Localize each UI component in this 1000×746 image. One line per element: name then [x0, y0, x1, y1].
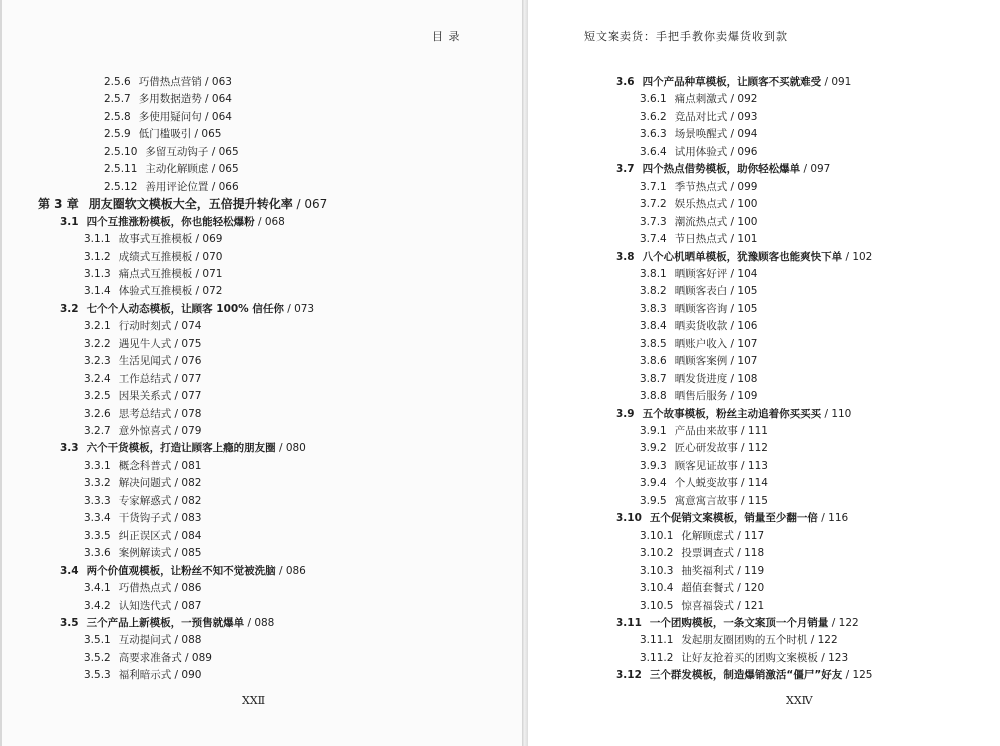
toc-entry-title: 惊喜福袋式: [681, 599, 734, 612]
toc-entry-title: 六个干货模板，打造让顾客上瘾的朋友圈: [86, 442, 276, 455]
running-head-left: 目 录: [432, 30, 461, 43]
toc-entry-title: 化解顾虑式: [681, 529, 734, 542]
toc-entry-number: 3.3.1: [84, 459, 111, 472]
toc-entry-title: 晒顾客案例: [674, 355, 728, 368]
toc-subsection-entry: [84, 598, 201, 614]
toc-entry-title: 八个心机晒单模板，犹豫顾客也能爽快下单: [642, 250, 843, 263]
toc-subsection-entry: [640, 423, 768, 439]
toc-entry-number: 3.2.6: [84, 407, 111, 420]
toc-entry-number: 3.1.4: [84, 285, 111, 298]
toc-entry-number: 3.10.1: [640, 529, 674, 542]
toc-entry-title: 成绩式互推模板: [118, 250, 193, 263]
toc-entry-number: 3.9.5: [640, 494, 667, 507]
toc-entry-number: 3.3.4: [84, 512, 111, 525]
toc-entry-number: 3.11.2: [640, 651, 674, 664]
toc-entry-page: / 082: [171, 494, 202, 507]
toc-entry-title: 痛点式互推模板: [118, 267, 193, 280]
toc-subsection-entry: [84, 580, 201, 596]
toc-subsection-entry: [84, 423, 201, 439]
toc-entry-page: / 076: [171, 355, 202, 368]
toc-entry-page: / 077: [171, 372, 202, 385]
toc-entry-number: 3.9.3: [640, 459, 667, 472]
toc-entry-title: 工作总结式: [118, 372, 172, 385]
toc-entry-number: 3.2.1: [84, 320, 111, 333]
toc-entry-title: 节日热点式: [674, 233, 728, 246]
toc-subsection-entry: [640, 371, 757, 387]
toc-subsection-entry: [84, 336, 201, 352]
toc-subsection-entry: [104, 91, 232, 107]
toc-section-entry: [616, 667, 873, 683]
toc-entry-title: 五个促销文案模板，销量至少翻一倍: [649, 512, 818, 525]
toc-subsection-entry: [640, 388, 757, 404]
toc-entry-number: 3.1: [60, 215, 79, 228]
toc-entry-page: / 105: [727, 302, 758, 315]
toc-entry-page: / 106: [727, 320, 758, 333]
toc-entry-number: 2.5.12: [104, 180, 138, 193]
toc-entry-title: 干货钩子式: [118, 512, 172, 525]
toc-entry-page: / 065: [208, 145, 239, 158]
toc-entry-page: / 119: [733, 564, 765, 577]
toc-subsection-entry: [640, 632, 838, 648]
toc-entry-number: 3.6.2: [640, 110, 667, 123]
toc-entry-page: / 107: [727, 337, 758, 350]
toc-entry-number: 3.1.2: [84, 250, 111, 263]
toc-entry-page: / 078: [171, 407, 202, 420]
toc-entry-title: 朋友圈软文模板大全，五倍提升转化率: [88, 197, 293, 212]
toc-entry-title: 痛点刺激式: [674, 93, 728, 106]
toc-subsection-entry: [640, 440, 768, 456]
toc-section-entry: [616, 510, 848, 526]
toc-subsection-entry: [104, 161, 239, 177]
toc-subsection-entry: [640, 144, 757, 160]
toc-entry-page: / 107: [727, 355, 758, 368]
toc-entry-number: 3.7.3: [640, 215, 667, 228]
toc-subsection-entry: [84, 458, 201, 474]
toc-entry-page: / 121: [733, 599, 765, 612]
toc-subsection-entry: [84, 371, 201, 387]
toc-entry-page: / 090: [171, 669, 202, 682]
toc-subsection-entry: [640, 650, 848, 666]
toc-entry-page: / 112: [737, 442, 768, 455]
toc-subsection-entry: [640, 598, 764, 614]
toc-entry-number: 3.6.3: [640, 128, 667, 141]
toc-subsection-entry: [84, 249, 222, 265]
toc-subsection-entry: [640, 545, 764, 561]
toc-subsection-entry: [104, 179, 239, 195]
toc-entry-page: / 097: [800, 163, 831, 176]
toc-entry-page: / 071: [192, 267, 223, 280]
toc-entry-page: / 088: [171, 634, 202, 647]
toc-section-entry: [60, 563, 306, 579]
toc-entry-page: / 075: [171, 337, 202, 350]
toc-entry-number: 3.10.2: [640, 547, 674, 560]
toc-entry-page: / 088: [244, 616, 275, 629]
toc-entry-number: 2.5.11: [104, 163, 138, 176]
toc-entry-title: 个人蜕变故事: [674, 477, 738, 490]
toc-entry-number: 3.3.5: [84, 529, 111, 542]
toc-entry-page: / 105: [727, 285, 758, 298]
toc-entry-title: 纠正误区式: [118, 529, 172, 542]
toc-entry-title: 多使用疑问句: [138, 110, 202, 123]
toc-entry-number: 3.8.4: [640, 320, 667, 333]
toc-subsection-entry: [640, 126, 757, 142]
toc-entry-page: / 064: [201, 110, 232, 123]
toc-entry-page: / 099: [727, 180, 758, 193]
toc-subsection-entry: [640, 266, 757, 282]
toc-entry-title: 故事式互推模板: [118, 233, 193, 246]
toc-entry-title: 一个团购模板，一条文案顶一个月销量: [649, 616, 829, 629]
toc-entry-title: 生活见闻式: [118, 355, 172, 368]
toc-entry-page: / 125: [842, 669, 873, 682]
toc-subsection-entry: [640, 493, 768, 509]
toc-entry-title: 多留互动钩子: [145, 145, 209, 158]
toc-subsection-entry: [84, 406, 201, 422]
toc-entry-title: 遇见牛人式: [118, 337, 172, 350]
toc-subsection-entry: [640, 318, 757, 334]
toc-entry-title: 行动时刻式: [118, 320, 172, 333]
toc-entry-title: 竞品对比式: [674, 110, 728, 123]
toc-subsection-entry: [84, 510, 201, 526]
toc-entry-page: / 100: [727, 198, 758, 211]
toc-entry-page: / 084: [171, 529, 202, 542]
toc-entry-title: 让好友抢着买的团购文案模板: [681, 651, 818, 664]
toc-entry-title: 认知迭代式: [118, 599, 172, 612]
toc-entry-number: 3.4.2: [84, 599, 111, 612]
toc-entry-title: 福利暗示式: [118, 669, 172, 682]
toc-subsection-entry: [640, 179, 757, 195]
toc-subsection-entry: [84, 667, 201, 683]
toc-entry-page: / 114: [737, 477, 768, 490]
toc-entry-number: 3.8.6: [640, 355, 667, 368]
toc-subsection-entry: [640, 109, 757, 125]
toc-entry-number: 3.9.2: [640, 442, 667, 455]
toc-section-entry: [616, 74, 851, 90]
toc-entry-number: 第 3 章: [38, 197, 79, 212]
toc-entry-title: 巧借热点营销: [138, 76, 202, 88]
toc-entry-page: / 070: [192, 250, 223, 263]
toc-entry-number: 2.5.7: [104, 93, 131, 106]
toc-subsection-entry: [640, 196, 757, 212]
toc-entry-title: 专家解惑式: [118, 494, 172, 507]
toc-entry-page: / 065: [191, 128, 222, 141]
toc-entry-number: 3.8.3: [640, 302, 667, 315]
toc-entry-number: 3.12: [616, 669, 642, 682]
toc-entry-page: / 117: [733, 529, 765, 542]
toc-entry-page: / 079: [171, 425, 202, 437]
page-number-left: XXⅡ: [242, 694, 266, 707]
toc-section-entry: [60, 440, 306, 456]
toc-entry-page: / 086: [171, 582, 202, 595]
toc-entry-page: / 065: [208, 163, 239, 176]
toc-entry-number: 3.7: [616, 163, 635, 176]
toc-entry-title: 晒发货进度: [674, 372, 728, 385]
toc-entry-number: 3.2.5: [84, 390, 111, 403]
toc-section-entry: [616, 615, 859, 631]
toc-entry-title: 产品由来故事: [674, 425, 738, 437]
toc-subsection-entry: [640, 563, 764, 579]
toc-entry-page: / 068: [254, 215, 285, 228]
toc-subsection-entry: [640, 214, 757, 230]
toc-entry-page: / 087: [171, 599, 202, 612]
toc-entry-number: 3.8.1: [640, 267, 667, 280]
toc-subsection-entry: [104, 74, 232, 90]
toc-entry-title: 四个产品种草模板，让顾客不买就难受: [642, 76, 822, 88]
toc-subsection-entry: [640, 91, 757, 107]
toc-entry-title: 因果关系式: [118, 390, 172, 403]
toc-entry-number: 3.2.4: [84, 372, 111, 385]
toc-entry-number: 3.10.5: [640, 599, 674, 612]
toc-entry-page: / 104: [727, 267, 758, 280]
toc-entry-title: 晒顾客表白: [674, 285, 728, 298]
toc-subsection-entry: [84, 475, 201, 491]
toc-entry-title: 晒顾客好评: [674, 267, 728, 280]
toc-entry-page: / 064: [201, 93, 232, 106]
toc-entry-page: / 066: [208, 180, 239, 193]
running-head-right: 短文案卖货：手把手教你卖爆货收到款: [584, 30, 788, 43]
toc-entry-page: / 091: [821, 76, 852, 88]
toc-entry-title: 场景唤醒式: [674, 128, 728, 141]
toc-entry-number: 3.10: [616, 512, 642, 525]
toc-subsection-entry: [104, 144, 239, 160]
toc-entry-number: 3.4.1: [84, 582, 111, 595]
toc-entry-page: / 123: [817, 651, 849, 664]
toc-entry-title: 四个热点借势模板，助你轻松爆单: [642, 163, 801, 176]
toc-entry-number: 3.6.4: [640, 145, 667, 158]
right-page: [528, 0, 1000, 746]
toc-entry-number: 3.2: [60, 302, 79, 315]
toc-entry-page: / 110: [821, 407, 852, 420]
toc-entry-page: / 118: [733, 547, 765, 560]
toc-entry-number: 3.3: [60, 442, 79, 455]
toc-entry-title: 案例解读式: [118, 547, 172, 560]
toc-entry-page: / 101: [727, 233, 758, 246]
toc-subsection-entry: [84, 318, 201, 334]
toc-entry-page: / 093: [727, 110, 758, 123]
toc-entry-page: / 089: [181, 651, 212, 664]
toc-entry-title: 寓意寓言故事: [674, 494, 738, 507]
toc-entry-number: 3.5.1: [84, 634, 111, 647]
toc-subsection-entry: [640, 353, 757, 369]
toc-entry-page: / 074: [171, 320, 202, 333]
toc-entry-number: 3.7.1: [640, 180, 667, 193]
toc-subsection-entry: [640, 336, 757, 352]
toc-entry-page: / 083: [171, 512, 202, 525]
toc-entry-page: / 092: [727, 93, 758, 106]
toc-entry-title: 高要求准备式: [118, 651, 182, 664]
toc-section-entry: [616, 249, 872, 265]
toc-entry-page: / 085: [171, 547, 202, 560]
toc-list-right: [528, 0, 1000, 746]
toc-entry-number: 3.7.4: [640, 233, 667, 246]
toc-entry-title: 七个个人动态模板，让顾客 100% 信任你: [86, 302, 284, 315]
toc-entry-title: 低门槛吸引: [138, 128, 192, 141]
toc-entry-number: 2.5.9: [104, 128, 131, 141]
toc-subsection-entry: [84, 388, 201, 404]
toc-entry-number: 3.8.8: [640, 390, 667, 403]
toc-subsection-entry: [640, 580, 764, 596]
toc-entry-number: 3.9.4: [640, 477, 667, 490]
toc-entry-title: 解决问题式: [118, 477, 172, 490]
toc-entry-number: 3.9.1: [640, 425, 667, 437]
toc-entry-number: 2.5.8: [104, 110, 131, 123]
toc-entry-number: 3.1.1: [84, 233, 111, 246]
toc-entry-page: / 069: [192, 233, 223, 246]
toc-entry-number: 3.6: [616, 76, 635, 88]
toc-entry-number: 3.3.6: [84, 547, 111, 560]
toc-entry-page: / 080: [275, 442, 306, 455]
toc-entry-title: 抽奖福利式: [681, 564, 734, 577]
toc-entry-title: 晒卖货收款: [674, 320, 728, 333]
toc-entry-number: 3.8.5: [640, 337, 667, 350]
toc-entry-page: / 077: [171, 390, 202, 403]
toc-subsection-entry: [84, 545, 201, 561]
toc-entry-number: 3.5.2: [84, 651, 111, 664]
toc-entry-title: 季节热点式: [674, 180, 728, 193]
toc-entry-page: / 122: [807, 634, 838, 647]
toc-entry-title: 巧借热点式: [118, 582, 172, 595]
toc-section-entry: [616, 406, 851, 422]
toc-subsection-entry: [84, 493, 201, 509]
toc-entry-title: 四个互推涨粉模板，你也能轻松爆粉: [86, 215, 255, 228]
toc-entry-page: / 094: [727, 128, 758, 141]
toc-subsection-entry: [84, 283, 222, 299]
toc-entry-page: / 111: [737, 425, 768, 437]
toc-entry-title: 晒顾客咨询: [674, 302, 728, 315]
toc-entry-title: 娱乐热点式: [674, 198, 728, 211]
toc-entry-number: 2.5.10: [104, 145, 138, 158]
toc-entry-title: 发起朋友圈团购的五个时机: [681, 634, 808, 647]
toc-entry-number: 3.5.3: [84, 669, 111, 682]
toc-entry-title: 概念科普式: [118, 459, 172, 472]
toc-entry-number: 3.8.2: [640, 285, 667, 298]
toc-entry-number: 3.4: [60, 564, 79, 577]
toc-entry-number: 3.11: [616, 616, 642, 629]
toc-subsection-entry: [640, 231, 757, 247]
toc-entry-number: 3.3.2: [84, 477, 111, 490]
toc-entry-number: 3.6.1: [640, 93, 667, 106]
toc-entry-page: / 067: [292, 197, 328, 212]
toc-entry-page: / 100: [727, 215, 758, 228]
toc-entry-title: 互动提问式: [118, 634, 172, 647]
toc-entry-title: 意外惊喜式: [118, 425, 172, 437]
toc-entry-title: 思考总结式: [118, 407, 172, 420]
toc-entry-number: 3.1.3: [84, 267, 111, 280]
toc-entry-title: 超值套餐式: [681, 582, 734, 595]
toc-entry-page: / 120: [733, 582, 765, 595]
toc-entry-number: 3.2.2: [84, 337, 111, 350]
toc-section-entry: [616, 161, 830, 177]
toc-entry-number: 3.9: [616, 407, 635, 420]
toc-subsection-entry: [104, 126, 221, 142]
toc-subsection-entry: [640, 458, 768, 474]
toc-entry-number: 3.11.1: [640, 634, 674, 647]
toc-entry-title: 试用体验式: [674, 145, 728, 158]
toc-entry-number: 3.10.3: [640, 564, 674, 577]
toc-entry-title: 五个故事模板，粉丝主动追着你买买买: [642, 407, 822, 420]
toc-entry-number: 3.3.3: [84, 494, 111, 507]
toc-entry-title: 主动化解顾虑: [145, 163, 209, 176]
toc-entry-title: 多用数据造势: [138, 93, 202, 106]
toc-entry-number: 3.8: [616, 250, 635, 263]
toc-entry-title: 三个产品上新模板，一预售就爆单: [86, 616, 245, 629]
toc-entry-page: / 116: [817, 512, 849, 525]
toc-section-entry: [60, 301, 314, 317]
toc-subsection-entry: [640, 283, 757, 299]
toc-subsection-entry: [84, 266, 222, 282]
toc-entry-title: 匠心研发故事: [674, 442, 738, 455]
toc-entry-page: / 086: [275, 564, 306, 577]
toc-entry-title: 三个群发模板，制造爆销激活“僵尸”好友: [649, 669, 843, 682]
toc-entry-page: / 113: [737, 459, 768, 472]
toc-entry-number: 3.5: [60, 616, 79, 629]
page-number-right: XXⅣ: [786, 694, 813, 707]
toc-subsection-entry: [84, 353, 201, 369]
toc-subsection-entry: [104, 109, 232, 125]
toc-subsection-entry: [640, 301, 757, 317]
toc-entry-page: / 072: [192, 285, 223, 298]
toc-entry-number: 3.7.2: [640, 198, 667, 211]
toc-entry-title: 顾客见证故事: [674, 459, 738, 472]
toc-entry-page: / 115: [737, 494, 768, 507]
toc-chapter-entry: [38, 196, 327, 212]
toc-section-entry: [60, 615, 274, 631]
toc-entry-page: / 082: [171, 477, 202, 490]
toc-subsection-entry: [84, 650, 212, 666]
toc-entry-title: 潮流热点式: [674, 215, 728, 228]
toc-entry-title: 晒账户收入: [674, 337, 728, 350]
toc-entry-page: / 081: [171, 459, 202, 472]
toc-entry-number: 3.2.3: [84, 355, 111, 368]
toc-subsection-entry: [640, 475, 768, 491]
toc-entry-page: / 109: [727, 390, 758, 403]
toc-entry-page: / 122: [828, 616, 859, 629]
toc-entry-title: 两个价值观模板，让粉丝不知不觉被洗脑: [86, 564, 276, 577]
toc-entry-title: 投票调查式: [681, 547, 734, 560]
toc-entry-page: / 108: [727, 372, 758, 385]
toc-entry-number: 3.2.7: [84, 425, 111, 437]
toc-subsection-entry: [84, 528, 201, 544]
toc-entry-title: 体验式互推模板: [118, 285, 193, 298]
toc-entry-page: / 102: [842, 250, 873, 263]
toc-entry-number: 3.8.7: [640, 372, 667, 385]
toc-section-entry: [60, 214, 285, 230]
toc-entry-title: 晒售后服务: [674, 390, 728, 403]
toc-subsection-entry: [640, 528, 764, 544]
toc-entry-number: 2.5.6: [104, 76, 131, 88]
toc-entry-title: 善用评论位置: [145, 180, 209, 193]
toc-subsection-entry: [84, 632, 201, 648]
toc-entry-page: / 063: [201, 76, 232, 88]
toc-subsection-entry: [84, 231, 222, 247]
toc-entry-page: / 073: [283, 302, 315, 315]
toc-entry-page: / 096: [727, 145, 758, 158]
toc-entry-number: 3.10.4: [640, 582, 674, 595]
